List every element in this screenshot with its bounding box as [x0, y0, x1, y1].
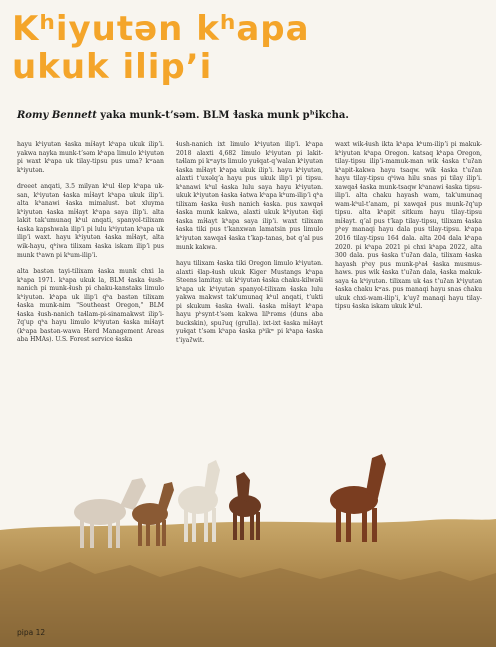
paragraph: hayu kʰiyutən ɬaska mi̓ɬayt kʰapa ukuk ilipʼi. yakwa nayka munk-tʼsəm kʰapa limulo kʰiyutən pi waxt kʰapa uk tilay-tipsu pus uma? kʷaan kʰiyutən. [17, 141, 164, 174]
paragraph: dreeet anqati, 3.5 milyan kʰul ɬlep kʰapa uk-san, kʰiyutən ɬaska mi̓ɬayt kʰapa ukuk ilipʼi. alta kʰanawi ɬaska mimalust. bət xluyma kʰiyutən ɬaska mi̓ɬayt kʰapa saya ilipʼi. alta lakit tak'umunaq kʰul anqati, spanyol-tilixam ɬaska kapshwala ilipʼi pi lulu kʰiyutən kʰapa uk ilipʼi waxt. hayu kʰiyutən ɬaska mi̓ɬayt, alta wik-hayu, qʰiwa tilixam ɬaska iskam ilipʼi pus munk tʰawn pi kʰum-ilipʼi. [17, 183, 164, 259]
photo-illustration [0, 440, 496, 647]
byline-text: yaka munk-tʼsəm. BLM ɬaska munk pʰikcha. [100, 110, 349, 121]
paragraph: alta bastən tayi-tilixam ɬaska munk chxi la kʰapa 1971. kʰapa ukuk la, BLM ɬaska ɬush-nanich pi munk-ɬush pi chaku-kanstaks limulo kʰiyutən. kʰapa uk ilipʼi qʰa bastən tilixam ɬaska munk-nim "Southeast Oregon," BLM ɬaska ɬush-nanich taɬlam-pi-sinamakwst ilipʼi-ʔq'up qʰa hayu limulo kʰiyutən ɬaska mi̓ɬayt (kʰapa bastən-wawa Herd Management Areas aba HMAs). U.S. Forest service ɬaska [17, 268, 164, 344]
article-body [17, 141, 482, 471]
column-1 [17, 141, 164, 471]
paragraph: ɬush-nanich ixt limulo kʰiyutən ilipʼi. kʰapa 2018 alaxti 4,682 limulo kʰiyutən pi lakit-taɬlam pi kʷayts limulo yuɬqat-qʼwalan kʰiyutən ɬaska mi̓ɬayt kʰapa ukuk ilipʼi. hayu kʰiyutən, alaxti tʼuxəlqʼa hayu pus ukuk ilipʼi pi tipsu. kʰanawi kʰul ɬaska lulu saya hayu kʰiyutən. ukuk kʰiyutən ɬaska ɬatwa kʰapa kʰum-ilipʼi qʰa tilixam ɬaska ɬush nanich ɬaska. pus xawqaɬ ɬaska munk kakwa, alaxti ukuk kʰiyutən ɬiqi ɬaska mi̓ɬayt kʰapa saya ilipʼi. waxt tilixam ɬaska tiki pus tʼkanxwan lamatsin pus limulo kʰiyutən xawqaɬ ɬaska tʼkap-tanas, bət qʼal pus munk kakwa. [176, 141, 323, 251]
title-line-1: Kʰiyutən kʰapa [12, 9, 310, 49]
byline-author: Romy Bennett [17, 110, 97, 121]
wild-horses-photo [0, 440, 496, 647]
paragraph: waxt wik-ɬush ikta kʰapa kʰum-ilipʼi pi makuk-kʰiyutən kʰapa Oregon. katsaq kʰapa Oregon, tilay-tipsu ilipʼi-mamuk-man wik ɬaska tʼuʔan kʰapit-kakwa hayu tsaqw. wik ɬaska tʼuʔan hayu tilay-tipsu qʰiwa hilu snas pi tilay ilipʼi. xawqaɬ ɬaska munk-tsaqw kʰanawi ɬaska tipsu-ilipʼi. alta chaku hayash wam, tak'umunaq wam-kʰul-tʼanam, pi xawqaɬ pus munk-ʔq'up tipsu. alta kʰapit sitkum hayu tilay-tipsu mi̓ɬayt. qʼal pus tʼkap tilay-tipsu, tilixam ɬaska pʰey manaqi hayu dala pus tilay-tipsu. kʰapa 2016 tilay-tipsu 164 dala. alta 204 dala kʰapa 2020. pi kʰapa 2021 pi chxi kʰapa 2022, alta 300 dala. pus ɬaska tʼuʔan dala, tilixam ɬaska hayash pʰey pus munk-pʰaɬ ɬaska musmus-haws. pus wik ɬaska tʼuʔan dala, ɬaska makuk-saya ɬa kʰiyutən. tilixam uk ɬas tʼuʔan kʰiyutən ɬaska chaku kʷas. pus manaqi hayu snas chaku ukuk chxi-wam-ilipʼi, kʼuyʔ manaqi hayu tilay-tipsu ɬaska iskam ukuk kʰul. [335, 141, 482, 311]
paragraph: hayu tilixam ɬaska tiki Oregon limulo kʰiyutən. alaxti ɬlap-ɬush ukuk Kiger Mustangs kʰapa Steens lamitay. uk kʰiyutən ɬaska chaku-kilwaɬi kʰapa uk kʰiyutən spanyol-tilixam ɬaska lulu yakwa makwst tak'umunaq kʰul anqati, tʼukti pi skukum ɬaska ɬwali. ɬaska mi̓ɬayt kʰapa hayu pʰsynt-tʼsəm kakwa lilʰrəms (duns aba buckskin), spuʔuq (grulla). ixt-ixt ɬaska mi̓ɬayt yuɬqat tʼsəm kʰapa ɬaska pʰikʷ pi kʰapa ɬaska tʼiyaʔwit. [176, 260, 323, 345]
title-line-2: ukuk ilipʼi [12, 47, 213, 87]
byline [17, 110, 482, 121]
article-title [12, 10, 482, 100]
column-3 [335, 141, 482, 471]
page-number: pipa 12 [17, 628, 46, 637]
column-2 [176, 141, 323, 471]
